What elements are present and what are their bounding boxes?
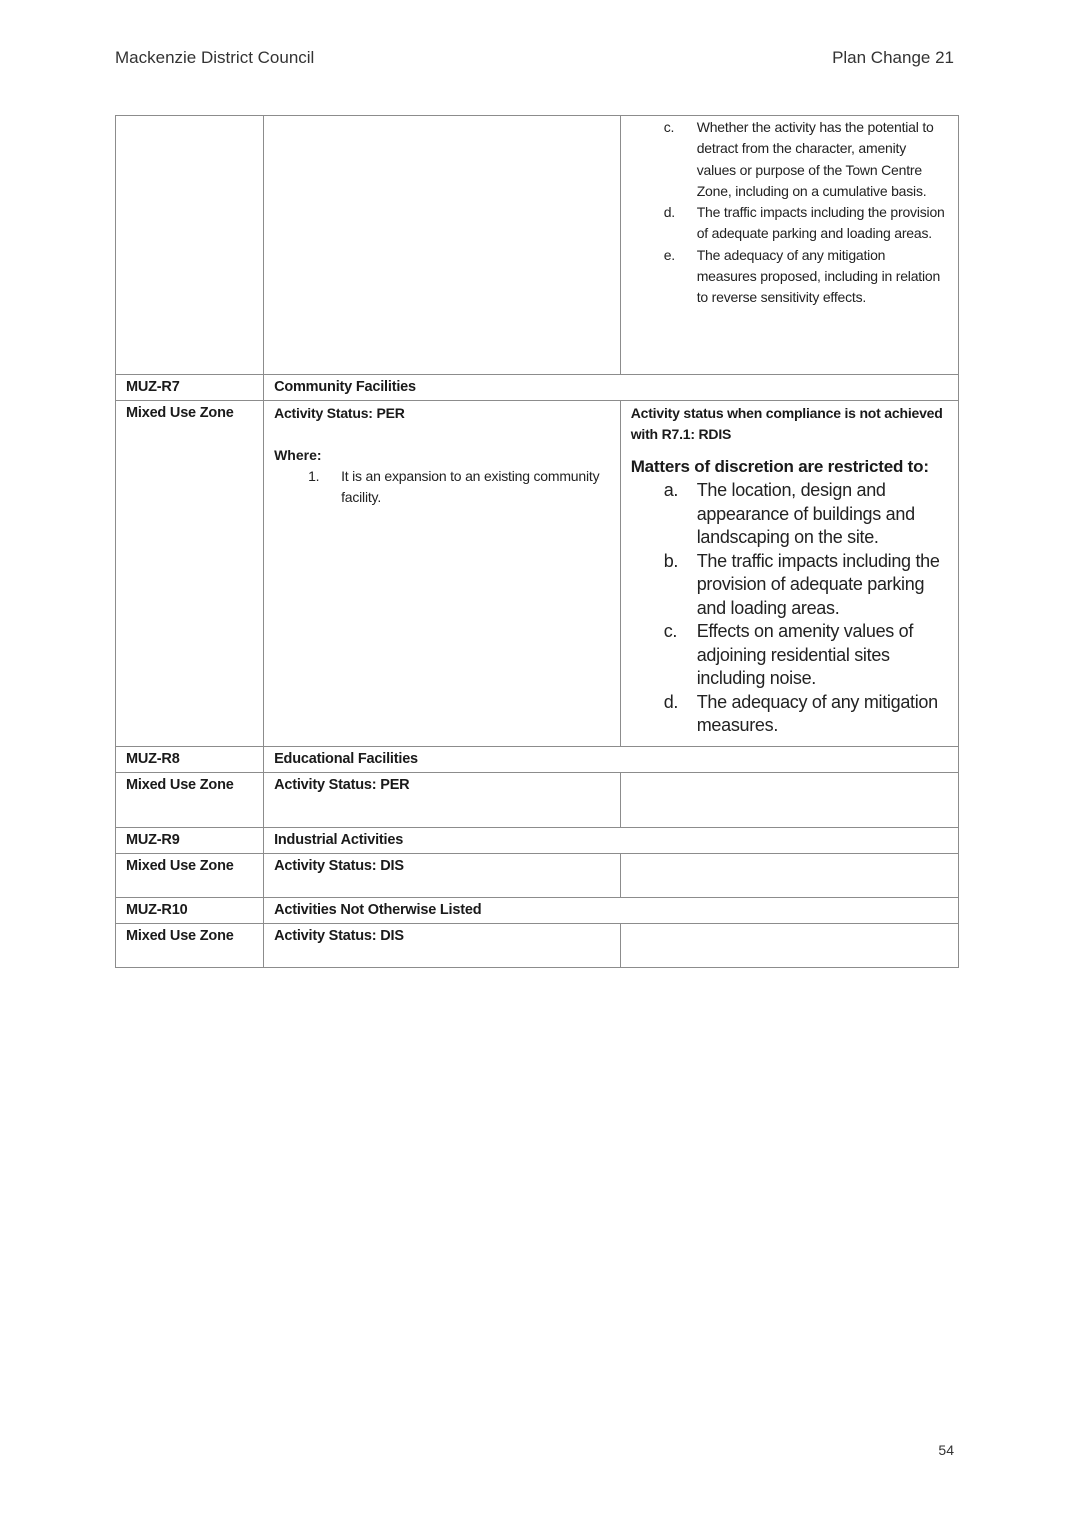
list-item	[631, 620, 948, 691]
list-text: The location, design and appearance of buildings and landscaping on the site.	[696, 480, 915, 547]
header-plan-change: Plan Change 21	[832, 48, 954, 67]
activity-status: Activity Status: DIS	[264, 854, 621, 898]
activity-status: Activity Status: PER	[274, 405, 405, 421]
rule-r8-title-row	[116, 747, 959, 773]
list-marker: c.	[663, 621, 678, 641]
rule-r7-body-row	[116, 401, 959, 747]
rules-table	[115, 115, 959, 968]
matters-list	[631, 479, 948, 738]
continued-matters-list	[631, 117, 948, 309]
activity-status: Activity Status: DIS	[264, 924, 621, 968]
list-text: The traffic impacts including the provision of adequate parking and loading areas.	[696, 550, 940, 618]
list-item	[274, 466, 610, 508]
list-text: Whether the activity has the potential to detract from the character, amenity values or purpose of the Town Centre Zone, including on a cumulative basis.	[696, 119, 934, 199]
header-council-name: Mackenzie District Council	[115, 48, 315, 67]
rule-zone: Mixed Use Zone	[116, 854, 264, 898]
list-marker: d.	[663, 204, 675, 221]
list-marker: e.	[663, 246, 675, 263]
rule-code: MUZ-R10	[116, 898, 264, 924]
rule-r7-status-cell	[264, 401, 621, 747]
rule-title: Community Facilities	[264, 375, 959, 401]
rule-title: Industrial Activities	[264, 828, 959, 854]
list-text: The adequacy of any mitigation measures.	[696, 691, 938, 735]
list-item	[631, 479, 948, 550]
rule-title: Educational Facilities	[264, 747, 959, 773]
list-text: Effects on amenity values of adjoining residential sites including noise.	[696, 621, 914, 688]
page-number: 54	[938, 1442, 954, 1458]
activity-status: Activity Status: PER	[264, 773, 621, 828]
rule-r9-empty-cell	[620, 854, 958, 898]
where-label: Where:	[274, 447, 322, 463]
rule-r10-empty-cell	[620, 924, 958, 968]
list-item	[631, 691, 948, 738]
rule-r7-title-row	[116, 375, 959, 401]
rule-r10-body-row	[116, 924, 959, 968]
continued-matters-cell	[620, 116, 958, 375]
rule-zone: Mixed Use Zone	[116, 401, 264, 747]
rule-code: MUZ-R7	[116, 375, 264, 401]
non-compliance-status: Activity status when compliance is not achieved with R7.1: RDIS	[630, 405, 943, 442]
matters-heading: Matters of discretion are restricted to:	[630, 457, 929, 476]
rule-r7-discretion-cell	[620, 401, 958, 747]
continued-empty-cell-2	[264, 116, 621, 375]
rule-code: MUZ-R8	[116, 747, 264, 773]
list-item	[631, 245, 948, 309]
list-marker: d.	[663, 691, 679, 712]
rule-r10-title-row	[116, 898, 959, 924]
conditions-list	[274, 466, 610, 508]
rule-r8-empty-cell	[620, 773, 958, 828]
rule-r9-title-row	[116, 828, 959, 854]
list-item	[631, 550, 948, 621]
continued-row	[116, 116, 959, 375]
list-marker: 1.	[308, 468, 320, 484]
rule-code: MUZ-R9	[116, 828, 264, 854]
continued-empty-cell-1	[116, 116, 264, 375]
list-text: It is an expansion to an existing community facility.	[341, 468, 600, 505]
rule-title: Activities Not Otherwise Listed	[264, 898, 959, 924]
rule-r9-body-row	[116, 854, 959, 898]
list-item	[631, 117, 948, 202]
list-text: The traffic impacts including the provision of adequate parking and loading areas.	[696, 204, 945, 242]
rule-zone: Mixed Use Zone	[116, 924, 264, 968]
list-marker: c.	[663, 119, 675, 135]
rule-r8-body-row	[116, 773, 959, 828]
list-marker: b.	[663, 550, 679, 571]
list-text: The adequacy of any mitigation measures proposed, including in relation to reverse sensitivity effects.	[696, 246, 941, 306]
list-item	[631, 202, 948, 245]
rule-zone: Mixed Use Zone	[116, 773, 264, 828]
list-marker: a.	[663, 480, 679, 500]
